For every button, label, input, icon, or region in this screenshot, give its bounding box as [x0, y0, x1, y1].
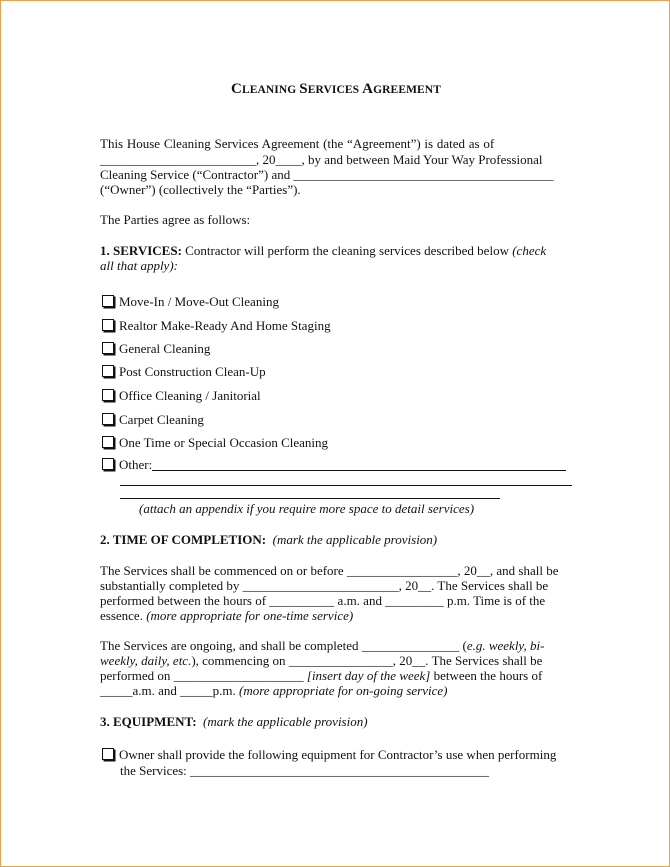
checkbox-icon[interactable] — [102, 748, 114, 760]
services-note-a: (check — [512, 243, 547, 258]
hours-blanks: _____a.m. and _____p.m. — [100, 683, 240, 698]
services-heading: 1. SERVICES: — [100, 243, 182, 258]
service-option-office[interactable] — [102, 388, 261, 403]
checkbox-icon[interactable] — [102, 319, 114, 331]
date-blank[interactable]: ________________________ — [100, 152, 256, 167]
service-option-realtor[interactable] — [102, 318, 331, 333]
equipment-note: (mark the applicable provision) — [203, 714, 368, 729]
checkbox-icon[interactable] — [102, 295, 114, 307]
completion-note: (mark the applicable provision) — [272, 532, 438, 547]
service-label: Carpet Cleaning — [119, 412, 204, 427]
services-text: Contractor will perform the cleaning services described below — [181, 243, 513, 258]
completion-para1-line2: substantially completed by ________________________, 20__. The Services shall be — [100, 578, 549, 593]
completion-para2-line3 — [100, 668, 574, 684]
checkbox-icon[interactable] — [102, 365, 114, 377]
intro-line-3: Cleaning Service (“Contractor”) and ________________________________________ — [100, 167, 554, 182]
services-note-b: all that apply): — [100, 258, 178, 273]
service-label: One Time or Special Occasion Cleaning — [119, 435, 329, 450]
completion-para2-line2 — [100, 653, 574, 669]
service-option-carpet[interactable] — [102, 412, 204, 427]
completion-heading-line — [100, 532, 574, 548]
service-label: Other: — [119, 457, 153, 472]
other-blank-line-1[interactable] — [152, 470, 566, 471]
ongoing-note: (more appropriate for on-going service) — [239, 683, 448, 698]
equipment-line-2: the Services: ______________________________________________ — [120, 763, 490, 778]
service-option-move-in[interactable] — [102, 294, 279, 309]
completion-para1-line4 — [100, 608, 574, 624]
essence-text: essence. — [100, 608, 147, 623]
title-cap-2: S — [299, 81, 308, 97]
service-option-post-construction[interactable] — [102, 364, 266, 379]
service-label: Office Cleaning / Janitorial — [119, 388, 261, 403]
service-option-other[interactable] — [102, 457, 152, 472]
service-label: Realtor Make-Ready And Home Staging — [119, 318, 331, 333]
service-option-general[interactable] — [102, 341, 210, 356]
completion-heading: 2. TIME OF COMPLETION: — [100, 532, 267, 547]
equipment-heading-line — [100, 714, 574, 730]
intro-line-1: This House Cleaning Services Agreement (the “Agreement”) is dated as of — [100, 136, 495, 151]
completion-para1-line3: performed between the hours of __________ a.m. and _________ p.m. Time is of the — [100, 593, 546, 608]
service-label: Post Construction Clean-Up — [119, 364, 266, 379]
completion-para2-line1 — [100, 638, 574, 654]
services-heading-line — [100, 243, 574, 259]
appendix-note: (attach an appendix if you require more space to detail services) — [139, 501, 475, 516]
checkbox-icon[interactable] — [102, 458, 114, 470]
ongoing-text: The Services are ongoing, and shall be completed _______________ ( — [100, 638, 467, 653]
checkbox-icon[interactable] — [102, 413, 114, 425]
ongoing-example-2: weekly, daily, etc. — [100, 653, 192, 668]
title-small-2: ERVICES — [307, 84, 363, 96]
performed-on-text: performed on ____________________ — [100, 668, 307, 683]
intro-line-2 — [100, 152, 574, 168]
service-label: General Cleaning — [119, 341, 211, 356]
checkbox-icon[interactable] — [102, 436, 114, 448]
service-option-one-time[interactable] — [102, 435, 328, 450]
ongoing-example: e.g. weekly, bi- — [466, 638, 545, 653]
completion-para2-line4 — [100, 683, 574, 699]
service-label: Move-In / Move-Out Cleaning — [119, 294, 279, 309]
agree-text: The Parties agree as follows: — [100, 212, 251, 227]
intro-line-4: (“Owner”) (collectively the “Parties”). — [100, 182, 301, 197]
one-time-note: (more appropriate for one-time service) — [146, 608, 354, 623]
intro-line-2-text: , 20____, by and between Maid Your Way Professional — [256, 152, 543, 167]
equipment-line-1: Owner shall provide the following equipment for Contractor’s use when performing — [119, 747, 557, 762]
equipment-option-owner[interactable] — [102, 747, 556, 762]
commencing-text: ), commencing on ________________, 20__. The Services shall be — [191, 653, 543, 668]
checkbox-icon[interactable] — [102, 389, 114, 401]
title-cap-1: C — [231, 81, 242, 97]
hours-text: between the hours of — [430, 668, 543, 683]
other-blank-line-3[interactable] — [120, 498, 500, 499]
completion-para1-line1: The Services shall be commenced on or before _________________, 20__, and shall be — [100, 563, 559, 578]
title-small-3: GREEMENT — [373, 84, 441, 96]
equipment-heading: 3. EQUIPMENT: — [100, 714, 197, 729]
title-small-1: LEANING — [241, 84, 300, 96]
title-cap-3: A — [362, 81, 374, 97]
day-of-week-hint: [insert day of the week] — [306, 668, 431, 683]
other-blank-line-2[interactable] — [120, 485, 572, 486]
checkbox-icon[interactable] — [102, 342, 114, 354]
document-title — [1, 81, 670, 98]
